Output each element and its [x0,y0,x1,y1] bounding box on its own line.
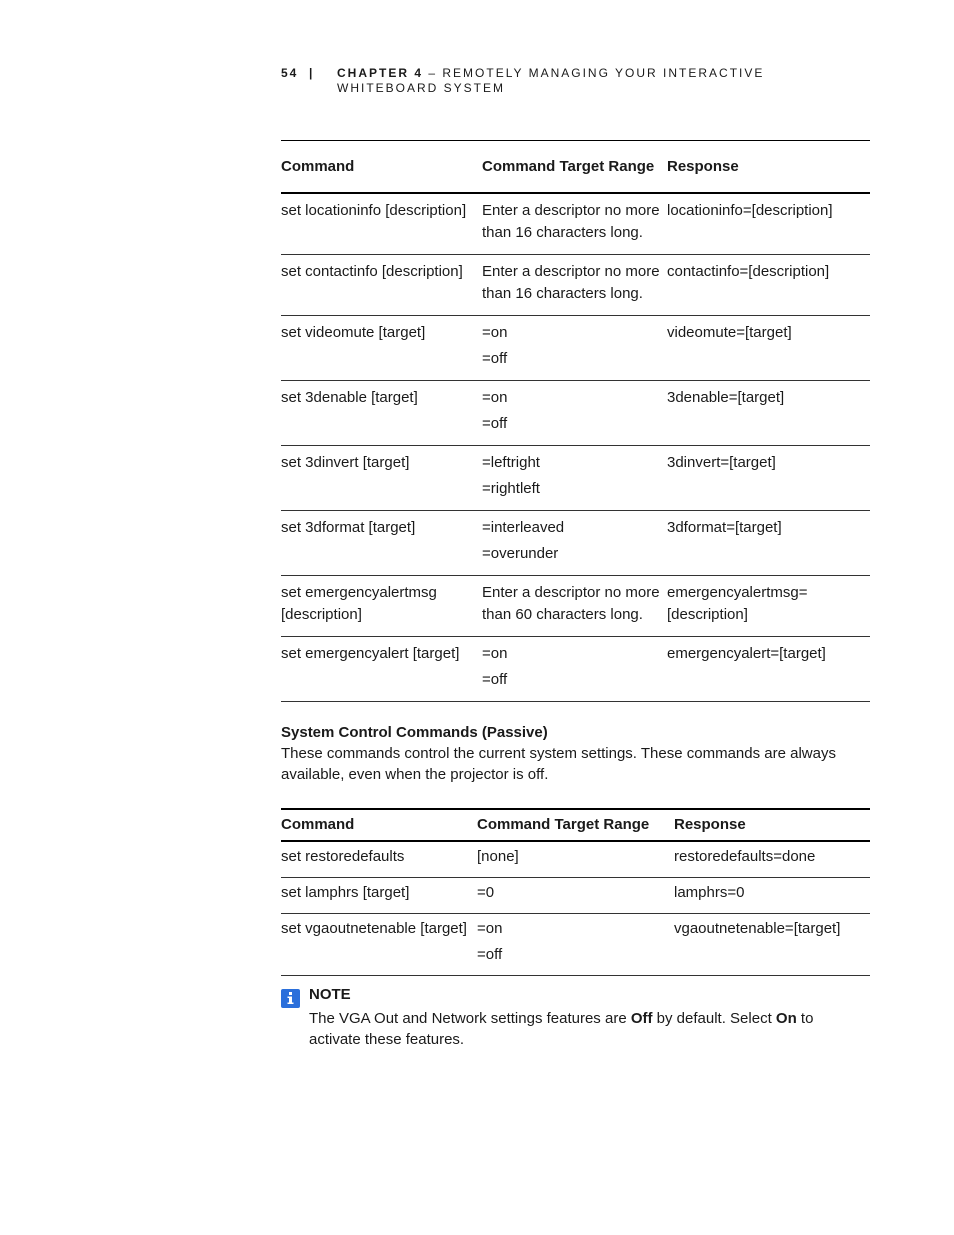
command-cell: set 3denable [target] [281,381,482,446]
target-range-cell [477,914,674,976]
table-row [281,878,870,914]
target-range-value: =interleaved [482,519,565,536]
command-cell: set 3dinvert [target] [281,446,482,511]
table-body [281,193,870,702]
column-header-response: Response [674,809,870,841]
response-cell: lamphrs=0 [674,878,870,914]
target-range-cell [482,511,667,576]
table-row [281,841,870,878]
command-cell: set locationinfo [description] [281,193,482,255]
table-row [281,316,870,381]
table-row [281,255,870,316]
response-cell: vgaoutnetenable=[target] [674,914,870,976]
command-cell: set contactinfo [description] [281,255,482,316]
table-row [281,576,870,637]
note-title: NOTE [309,986,351,1003]
note-emphasis-off: Off [630,1010,653,1027]
table-header-row [281,809,870,841]
response-cell: 3dinvert=[target] [667,446,870,511]
response-cell: videomute=[target] [667,316,870,381]
target-range-value: Enter a descriptor no more than 60 characters long. [482,584,660,623]
table-row [281,637,870,702]
table-row [281,193,870,255]
command-cell: set emergencyalert [target] [281,637,482,702]
note-text-part: to activate these features. [309,1010,814,1048]
table-body [281,841,870,976]
command-cell: set lamphrs [target] [281,878,477,914]
command-cell: set emergencyalertmsg [description] [281,576,482,637]
target-range-value: [none] [477,848,519,865]
column-header-command: Command [281,809,477,841]
table-row [281,446,870,511]
target-range-cell [477,878,674,914]
target-range-value: =on [477,920,503,937]
target-range-value: =on [482,645,508,662]
table-header-row [281,141,870,194]
column-header-range: Command Target Range [482,141,667,194]
response-cell: emergencyalertmsg=[description] [667,576,870,637]
target-range-cell [477,841,674,878]
command-table-active [281,140,870,702]
target-range-cell [482,255,667,316]
page-number: 54 [281,66,299,80]
chapter-title: – REMOTELY MANAGING YOUR INTERACTIVE WHITEBOARD SYSTEM [337,66,765,95]
response-cell: 3denable=[target] [667,381,870,446]
table-row [281,511,870,576]
target-range-cell [482,576,667,637]
chapter-label: CHAPTER 4 [337,66,424,80]
target-range-cell [482,637,667,702]
response-cell: locationinfo=[description] [667,193,870,255]
response-cell: contactinfo=[description] [667,255,870,316]
column-header-response: Response [667,141,870,194]
target-range-value: =off [482,350,508,367]
target-range-value: =on [482,389,508,406]
section-description: These commands control the current system settings. These commands are always available, even when the projector is off. [281,745,836,783]
table-row [281,914,870,976]
note-emphasis-on: On [775,1010,797,1027]
column-header-range: Command Target Range [477,809,674,841]
target-range-value: =rightleft [482,480,540,497]
command-cell: set restoredefaults [281,841,477,878]
info-icon [281,989,300,1008]
target-range-value: =leftright [482,454,540,471]
target-range-value: =0 [477,884,495,901]
target-range-cell [482,446,667,511]
target-range-value: =on [482,324,508,341]
section-heading: System Control Commands (Passive) [281,724,548,741]
command-cell: set videomute [target] [281,316,482,381]
command-table-passive [281,808,870,976]
passive-commands-section [281,722,870,785]
response-cell: emergencyalert=[target] [667,637,870,702]
target-range-cell [482,193,667,255]
note-text-part: by default. Select [652,1010,776,1027]
target-range-value: Enter a descriptor no more than 16 characters long. [482,202,660,241]
target-range-value: =off [477,946,503,963]
column-header-command: Command [281,141,482,194]
target-range-value: Enter a descriptor no more than 16 characters long. [482,263,660,302]
command-cell: set 3dformat [target] [281,511,482,576]
response-cell: 3dformat=[target] [667,511,870,576]
response-cell: restoredefaults=done [674,841,870,878]
target-range-value: =overunder [482,545,559,562]
target-range-value: =off [482,415,508,432]
header-separator: | [309,66,315,80]
command-cell: set vgaoutnetenable [target] [281,914,477,976]
chapter-heading [337,66,857,96]
target-range-cell [482,316,667,381]
note-text [309,1008,869,1050]
target-range-value: =off [482,671,508,688]
note-text-part: The VGA Out and Network settings features are [309,1010,631,1027]
target-range-cell [482,381,667,446]
table-row [281,381,870,446]
